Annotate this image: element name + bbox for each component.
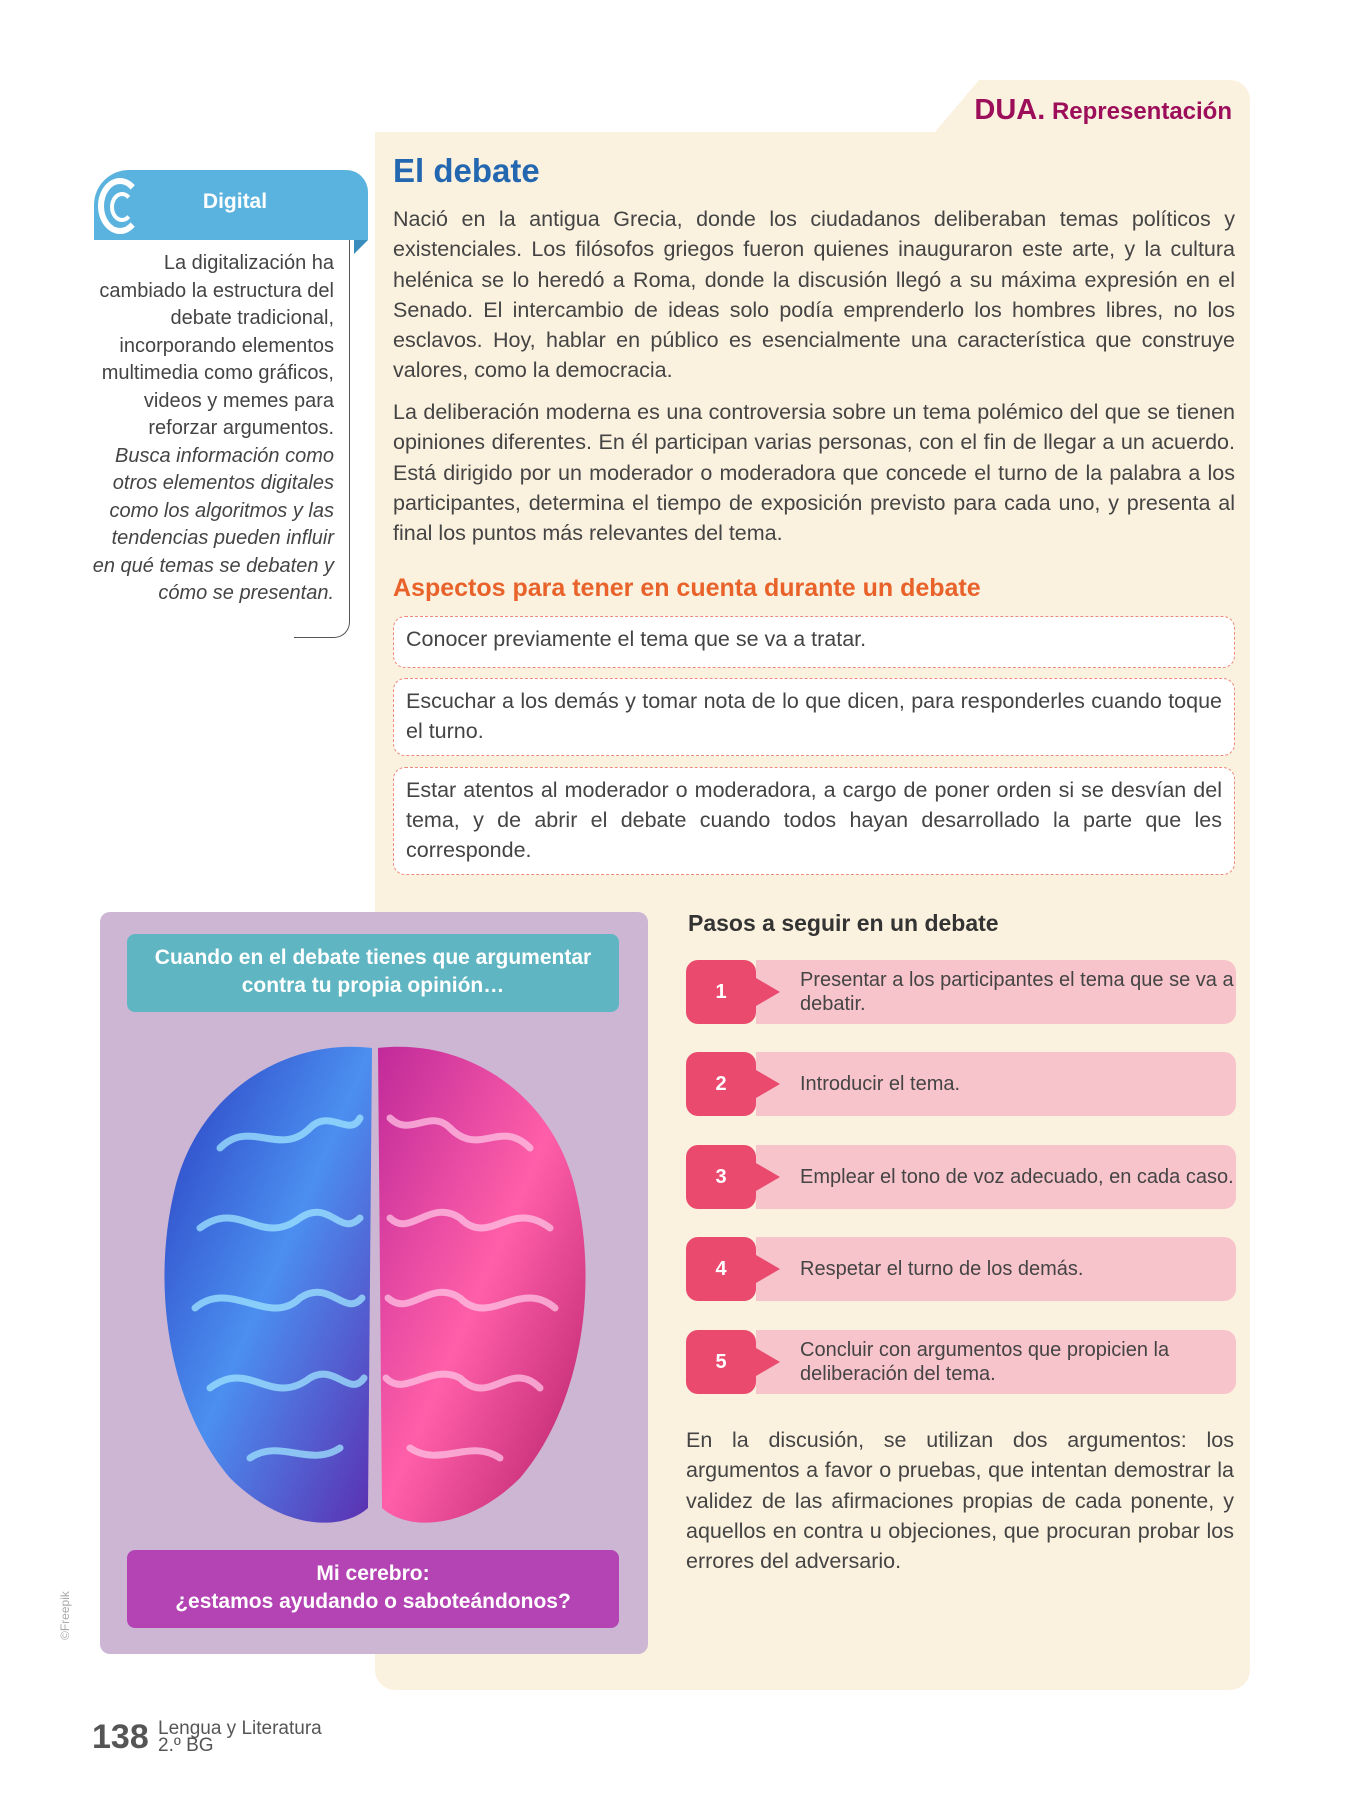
step-3-number: 3 (686, 1145, 756, 1209)
step-4-number: 4 (686, 1237, 756, 1301)
card-bottom-line-1: Mi cerebro: (316, 1562, 430, 1585)
step-2-number: 2 (686, 1052, 756, 1116)
aspect-box-2: Escuchar a los demás y tomar nota de lo que dicen, para responderles cuando toque el turno. (393, 678, 1235, 756)
digital-icon-inner (110, 192, 134, 222)
steps-title: Pasos a seguir en un debate (688, 910, 999, 936)
step-5 (686, 1330, 1236, 1394)
step-1 (686, 960, 1236, 1024)
card-top-caption: Cuando en el debate tienes que argumentar contra tu propia opinión… (127, 934, 619, 1012)
aspect-box-1: Conocer previamente el tema que se va a tratar. (393, 616, 1235, 668)
closing-paragraph: En la discusión, se utilizan dos argumentos: los argumentos a favor o pruebas, que intentan demostrar la validez de las afirmaciones propias de cada ponente, y aquellos en contra u objeciones, que procuran probar los errores del adversario. (686, 1428, 1234, 1574)
subject-label (158, 1720, 322, 1754)
step-4-text: Respetar el turno de los demás. (756, 1237, 1236, 1301)
step-2-arrow-icon (756, 1070, 780, 1098)
grade-label: 2.º BG (158, 1735, 214, 1756)
step-1-number: 1 (686, 960, 756, 1024)
step-3-text: Emplear el tono de voz adecuado, en cada caso. (756, 1145, 1236, 1209)
dua-label-big: DUA. (974, 94, 1046, 126)
dua-label-text: Representación (1051, 98, 1232, 125)
step-5-number: 5 (686, 1330, 756, 1394)
step-3 (686, 1145, 1236, 1209)
digital-body (90, 250, 334, 608)
subject-name: Lengua y Literatura (158, 1718, 322, 1739)
step-2-text: Introducir el tema. (756, 1052, 1236, 1116)
step-2 (686, 1052, 1236, 1116)
step-3-arrow-icon (756, 1163, 780, 1191)
article-paragraph-2: La deliberación moderna es una controversia sobre un tema polémico del que se tienen opiniones diferentes. En él participan varias personas, con el fin de llegar a un acuerdo. Está dirigido por un moderador o moderadora que concede el turno de la palabra a los participantes, determina el tiempo de exposición previsto para cada uno, y presenta al final los puntos más relevantes del tema. (393, 400, 1235, 546)
digital-italic-text: Busca información como otros elementos digitales como los algoritmos y las tendencias pueden influir en qué temas se debaten y cómo se presentan. (92, 444, 334, 604)
aspect-box-3: Estar atentos al moderador o moderadora, a cargo de poner orden si se desvían del tema, y de abrir el debate cuando todos hayan desarrollado la parte que les corresponde. (393, 767, 1235, 875)
panel-notch (375, 80, 935, 132)
page-number: 138 (92, 1718, 149, 1756)
dua-label (974, 94, 1232, 127)
image-credit: ©Freepik (58, 1591, 72, 1640)
digital-text: La digitalización ha cambiado la estructura del debate tradicional, incorporando elementos multimedia como gráficos, videos y memes para reforzar argumentos. (99, 252, 334, 439)
brain-illustration (140, 1028, 610, 1538)
aspects-title: Aspectos para tener en cuenta durante un debate (393, 574, 981, 602)
article-paragraph-1: Nació en la antigua Grecia, donde los ciudadanos deliberaban temas políticos y existenciales. Los filósofos griegos fueron quienes inauguraron este arte, y la cultura helénica se lo heredó a Roma, donde la discusión llegó a su máxima expresión en el Senado. El intercambio de ideas solo podía emprenderlo los hombres libres, no los esclavos. Hoy, hablar en público es esencialmente una característica que construye valores, como la democracia. (393, 207, 1235, 383)
step-5-text: Concluir con argumentos que propicien la deliberación del tema. (756, 1330, 1236, 1394)
step-1-arrow-icon (756, 978, 780, 1006)
step-4 (686, 1237, 1236, 1301)
article-title: El debate (393, 152, 540, 189)
step-1-text: Presentar a los participantes el tema que se va a debatir. (756, 960, 1236, 1024)
step-5-arrow-icon (756, 1348, 780, 1376)
card-bottom-line-2: ¿estamos ayudando o saboteándonos? (175, 1590, 571, 1613)
digital-title: Digital (202, 190, 268, 213)
card-bottom-caption (127, 1550, 619, 1628)
step-4-arrow-icon (756, 1255, 780, 1283)
